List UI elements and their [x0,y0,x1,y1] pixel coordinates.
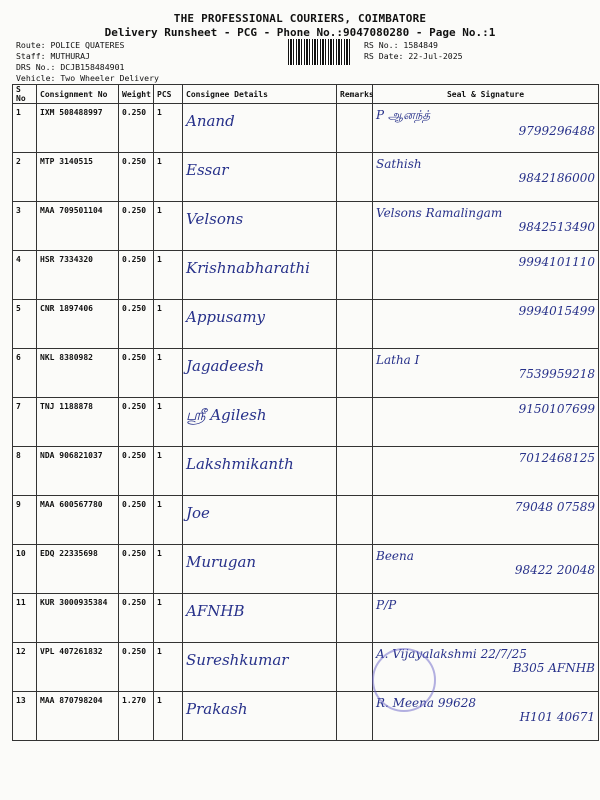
cell-consignment: MAA 709501104 [37,202,119,251]
signature-text: 79048 07589 [514,500,595,514]
cell-consignee: Jagadeesh [183,349,337,398]
table-header [13,85,599,104]
cell-weight: 0.250 [119,398,154,447]
cell-weight: 0.250 [119,104,154,153]
signature-text: Velsons Ramalingam [376,206,503,220]
cell-sno: 12 [13,643,37,692]
cell-signature [373,349,599,398]
cell-consignee: AFNHB [183,594,337,643]
cell-remarks [337,398,373,447]
cell-consignee: Essar [183,153,337,202]
cell-sno: 13 [13,692,37,741]
table-row [13,545,599,594]
cell-consignment: MAA 870798204 [37,692,119,741]
cell-weight: 0.250 [119,349,154,398]
cell-pcs: 1 [154,153,183,202]
vehicle-label: Vehicle: Two Wheeler Delivery [16,73,159,83]
signature-text: 7539959218 [518,367,595,381]
runsheet-table [12,84,599,741]
cell-signature [373,398,599,447]
cell-signature [373,496,599,545]
cell-consignment: TNJ 1188878 [37,398,119,447]
cell-consignment: NKL 8380982 [37,349,119,398]
cell-pcs: 1 [154,104,183,153]
cell-remarks [337,692,373,741]
cell-signature [373,300,599,349]
cell-pcs: 1 [154,349,183,398]
cell-consignment: MTP 3140515 [37,153,119,202]
cell-sno: 6 [13,349,37,398]
cell-pcs: 1 [154,643,183,692]
cell-remarks [337,153,373,202]
cell-weight: 0.250 [119,202,154,251]
barcode-icon [288,39,350,65]
cell-consignee: Prakash [183,692,337,741]
col-consignee: Consignee Details [183,85,337,104]
cell-weight: 0.250 [119,594,154,643]
signature-text: A. Vijayalakshmi 22/7/25 [376,647,527,661]
cell-consignee: Anand [183,104,337,153]
cell-pcs: 1 [154,300,183,349]
signature-text: 7012468125 [518,451,595,465]
cell-sno: 3 [13,202,37,251]
ink-stamp [372,648,436,712]
cell-consignee: Krishnabharathi [183,251,337,300]
cell-pcs: 1 [154,545,183,594]
cell-consignee: Sureshkumar [183,643,337,692]
col-remarks: Remarks [337,85,373,104]
table-row [13,349,599,398]
cell-signature [373,594,599,643]
cell-consignment: NDA 906821037 [37,447,119,496]
cell-sno: 4 [13,251,37,300]
cell-consignee: ஸ்ரீ Agilesh [183,398,337,447]
cell-sno: 11 [13,594,37,643]
signature-text: P ஆனந்த் [376,108,431,122]
cell-sno: 5 [13,300,37,349]
cell-signature [373,251,599,300]
table-row [13,447,599,496]
table-row [13,153,599,202]
cell-weight: 0.250 [119,447,154,496]
col-weight: Weight [119,85,154,104]
cell-weight: 0.250 [119,300,154,349]
cell-consignment: IXM 508488997 [37,104,119,153]
company-title: THE PROFESSIONAL COURIERS, COIMBATORE [173,12,427,25]
signature-text: P/P [376,598,397,612]
table-row [13,594,599,643]
cell-signature [373,545,599,594]
cell-remarks [337,300,373,349]
cell-remarks [337,643,373,692]
table-row [13,202,599,251]
cell-pcs: 1 [154,692,183,741]
cell-consignment: VPL 407261832 [37,643,119,692]
cell-remarks [337,202,373,251]
cell-remarks [337,349,373,398]
cell-remarks [337,545,373,594]
cell-consignment: EDQ 22335698 [37,545,119,594]
cell-signature [373,104,599,153]
cell-remarks [337,104,373,153]
cell-signature [373,202,599,251]
cell-remarks [337,447,373,496]
drs-label: DRS No.: DCJB158484901 [16,62,125,72]
table-row [13,692,599,741]
table-row [13,251,599,300]
signature-text: Beena [376,549,414,563]
cell-sno: 10 [13,545,37,594]
table-row [13,643,599,692]
signature-text: Latha I [376,353,420,367]
cell-consignment: MAA 600567780 [37,496,119,545]
cell-consignee: Lakshmikanth [183,447,337,496]
cell-weight: 0.250 [119,153,154,202]
signature-text: 9994015499 [518,304,595,318]
cell-pcs: 1 [154,251,183,300]
cell-weight: 0.250 [119,251,154,300]
col-consignment: Consignment No [37,85,119,104]
cell-sno: 9 [13,496,37,545]
cell-pcs: 1 [154,202,183,251]
meta-left [16,40,159,84]
rs-number: RS No.: 1584849 [364,40,438,50]
table-row [13,104,599,153]
cell-pcs: 1 [154,398,183,447]
cell-pcs: 1 [154,447,183,496]
cell-sno: 8 [13,447,37,496]
route-label: Route: POLICE QUATERES [16,40,125,50]
table-row [13,398,599,447]
cell-signature [373,153,599,202]
cell-remarks [337,594,373,643]
meta-right [364,40,463,62]
staff-label: Staff: MUTHURAJ [16,51,90,61]
signature-text: 9994101110 [518,255,595,269]
cell-consignment: KUR 3000935384 [37,594,119,643]
signature-text: Sathish [376,157,422,171]
signature-text: 9842186000 [518,171,595,185]
cell-consignment: HSR 7334320 [37,251,119,300]
cell-consignment: CNR 1897406 [37,300,119,349]
signature-text: 9799296488 [518,124,595,138]
signature-text: R. Meena 99628 [376,696,477,710]
cell-weight: 1.270 [119,692,154,741]
cell-pcs: 1 [154,594,183,643]
signature-text: B305 AFNHB [512,661,595,675]
signature-text: 9150107699 [518,402,595,416]
cell-sno: 1 [13,104,37,153]
cell-sno: 7 [13,398,37,447]
cell-remarks [337,496,373,545]
col-pcs: PCS [154,85,183,104]
signature-text: 9842513490 [518,220,595,234]
table-row [13,496,599,545]
cell-weight: 0.250 [119,545,154,594]
table-row [13,300,599,349]
signature-text: 98422 20048 [514,563,595,577]
runsheet-subtitle: Delivery Runsheet - PCG - Phone No.:9047080280 - Page No.:1 [104,26,496,39]
col-sno: S No [13,85,37,104]
cell-consignee: Joe [183,496,337,545]
cell-consignee: Murugan [183,545,337,594]
cell-sno: 2 [13,153,37,202]
cell-weight: 0.250 [119,496,154,545]
cell-consignee: Velsons [183,202,337,251]
cell-weight: 0.250 [119,643,154,692]
col-signature: Seal & Signature [373,85,599,104]
cell-remarks [337,251,373,300]
rs-date: RS Date: 22-Jul-2025 [364,51,463,61]
cell-consignee: Appusamy [183,300,337,349]
signature-text: H101 40671 [519,710,595,724]
cell-pcs: 1 [154,496,183,545]
cell-signature [373,447,599,496]
